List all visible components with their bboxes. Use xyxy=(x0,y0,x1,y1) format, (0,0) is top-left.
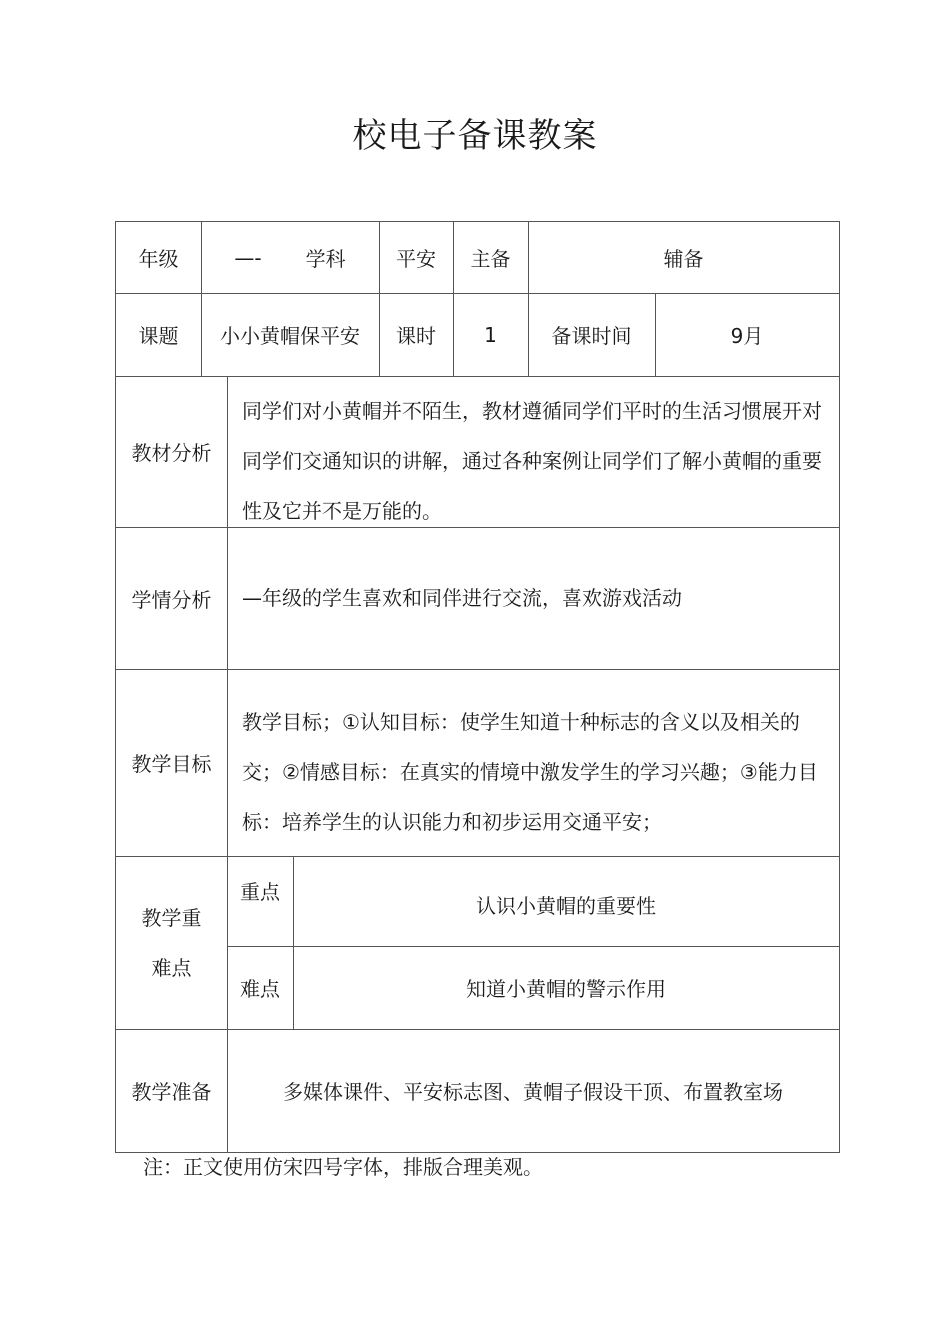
key-point-label: 重点 xyxy=(240,879,280,904)
material-analysis-text: 同学们对小黄帽并不陌生，教材遵循同学们平时的生活习惯展开对同学们交通知识的讲解，通过各种案例让同学们了解小黄帽的重要性及它并不是万能的。 xyxy=(242,399,822,523)
teaching-goals-text: 教学目标；①认知目标：使学生知道十种标志的含义以及相关的交；②情感目标：在真实的情境中激发学生的学习兴趣；③能力目标：培养学生的认识能力和初步运用交通平安； xyxy=(242,710,818,834)
hours-value: 1 xyxy=(484,322,497,347)
assist-prep-label: 辅备 xyxy=(663,247,704,271)
subject-value: 平安 xyxy=(396,247,436,271)
student-analysis-label: 学情分析 xyxy=(131,587,212,612)
page-title: 校电子备课教案 xyxy=(352,116,598,156)
hours-label: 课时 xyxy=(396,324,436,348)
key-difficult-label-line2: 难点 xyxy=(151,955,192,980)
key-point-value: 认识小黄帽的重要性 xyxy=(476,894,656,918)
preparation-label: 教学准备 xyxy=(131,1080,212,1104)
preparation-text: 多媒体课件、平安标志图、黄帽子假设干顶、布置教室场 xyxy=(283,1080,783,1104)
footnote: 注：正文使用仿宋四号字体，排版合理美观。 xyxy=(143,1155,543,1179)
prep-time-value: 9月 xyxy=(730,324,764,348)
lesson-plan-table xyxy=(115,221,840,1153)
key-difficult-label-line1: 教学重 xyxy=(141,905,202,930)
grade-label: 年级 xyxy=(138,247,179,271)
topic-value: 小小黄帽保平安 xyxy=(220,324,360,348)
difficult-point-value: 知道小黄帽的警示作用 xyxy=(466,977,666,1001)
material-analysis-label: 教材分析 xyxy=(131,441,212,465)
subject-label: 学科 xyxy=(305,247,346,271)
grade-subject-cell xyxy=(201,222,379,293)
teaching-goals-label: 教学目标 xyxy=(131,752,212,776)
difficult-point-label: 难点 xyxy=(240,977,280,1001)
student-analysis-text: —年级的学生喜欢和同伴进行交流，喜欢游戏活动 xyxy=(242,586,682,610)
prep-time-label: 备课时间 xyxy=(551,324,632,348)
topic-label: 课题 xyxy=(138,324,179,348)
main-prep-label: 主备 xyxy=(470,247,511,271)
key-difficult-label xyxy=(116,856,227,1029)
grade-value: —- xyxy=(234,245,262,270)
